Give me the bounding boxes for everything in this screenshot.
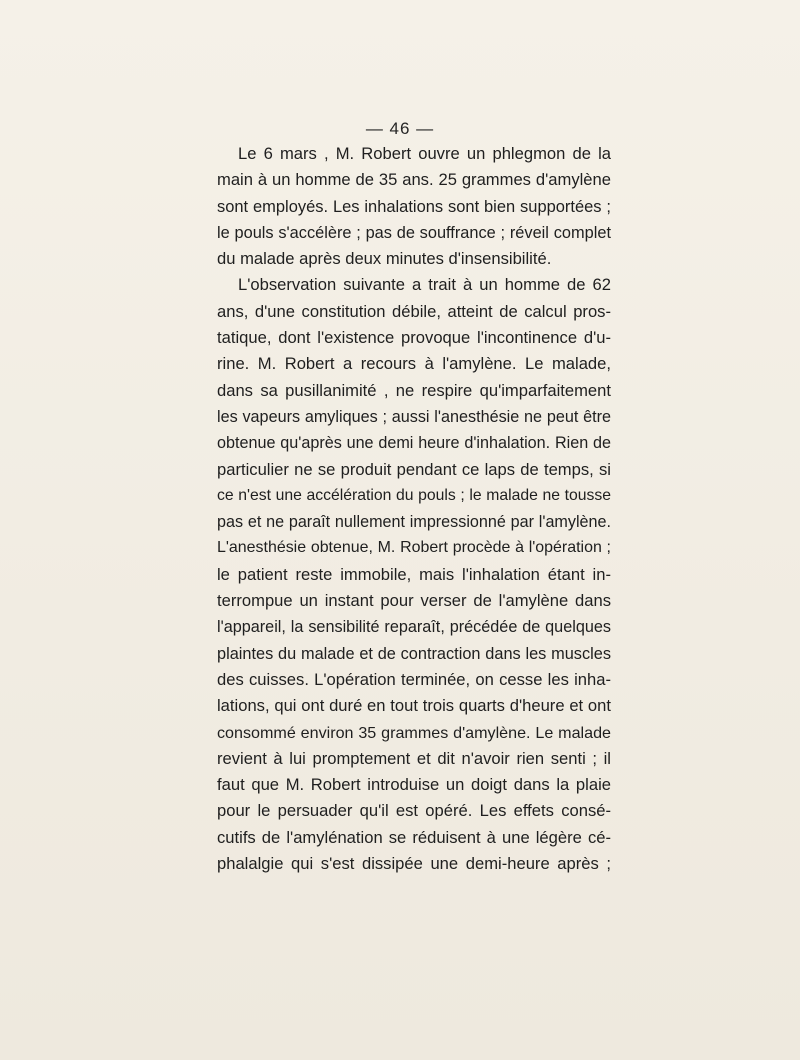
text-line: Le 6 mars , M. Robert ouvre un phlegmon de la	[238, 144, 611, 163]
text-line: cutifs de l'amylénation se réduisent à une légère cé-	[217, 827, 611, 847]
text-line: ce n'est une accélération du pouls ; le malade ne tousse	[217, 486, 611, 504]
text-line: l'appareil, la sensibilité reparaît, précédée de quelques	[217, 618, 611, 637]
text-line: pas et ne paraît nullement impressionné par l'amylène.	[217, 513, 611, 532]
text-line: L'anesthésie obtenue, M. Robert procède à l'opération ;	[217, 539, 611, 557]
text-line: lations, qui ont duré en tout trois quarts d'heure et ont	[217, 696, 611, 716]
body-text	[217, 141, 611, 877]
text-line: phalalgie qui s'est dissipée une demi-heure après ;	[217, 854, 611, 874]
text-line: pour le persuader qu'il est opéré. Les effets consé-	[217, 801, 611, 821]
text-line: ans, d'une constitution débile, atteint de calcul pros-	[217, 301, 611, 321]
text-line: L'observation suivante a trait à un homme de 62	[238, 275, 611, 295]
text-line: revient à lui promptement et dit n'avoir rien senti ; il	[217, 748, 611, 768]
text-line: des cuisses. L'opération terminée, on cesse les inha-	[217, 669, 611, 689]
text-line: obtenue qu'après une demi heure d'inhalation. Rien de	[217, 434, 611, 453]
text-line: rine. M. Robert a recours à l'amylène. Le malade,	[217, 354, 611, 374]
text-line: consommé environ 35 grammes d'amylène. Le malade	[217, 723, 611, 742]
text-line: faut que M. Robert introduise un doigt dans la plaie	[217, 775, 611, 795]
text-line: particulier ne se produit pendant ce laps de temps, si	[217, 459, 611, 479]
text-line: terrompue un instant pour verser de l'amylène dans	[217, 591, 611, 611]
text-line: les vapeurs amyliques ; aussi l'anesthésie ne peut être	[217, 407, 611, 426]
text-line: du malade après deux minutes d'insensibilité.	[217, 249, 552, 269]
text-line: sont employés. Les inhalations sont bien supportées ;	[217, 197, 611, 216]
text-line: le pouls s'accélère ; pas de souffrance ; réveil complet	[217, 223, 611, 242]
text-line: le patient reste immobile, mais l'inhalation étant in-	[217, 564, 611, 584]
text-line: main à un homme de 35 ans. 25 grammes d'amylène	[217, 170, 611, 190]
text-line: dans sa pusillanimité , ne respire qu'imparfaitement	[217, 380, 611, 400]
text-line: plaintes du malade et de contraction dans les muscles	[217, 644, 611, 663]
text-line: tatique, dont l'existence provoque l'incontinence d'u-	[217, 328, 611, 348]
page-number: — 46 —	[365, 119, 435, 138]
